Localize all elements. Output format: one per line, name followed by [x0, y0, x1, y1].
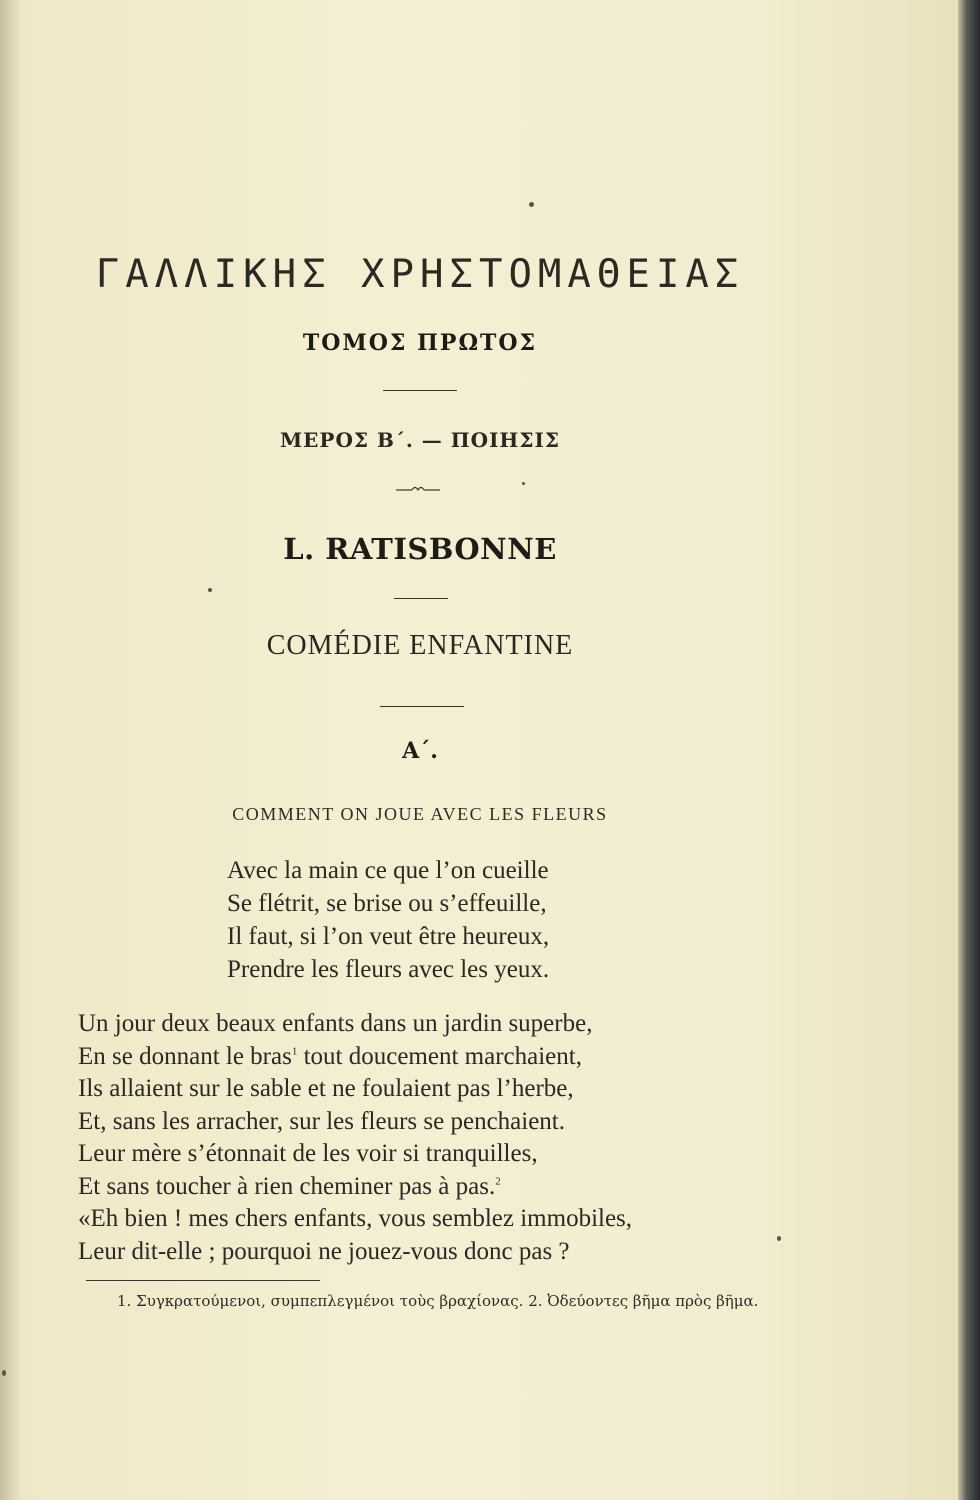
footnote-text: Ὀδεύοντες βῆμα πρὸς βῆμα. — [547, 1292, 759, 1310]
volume-heading: ΤΟΜΟΣ ΠΡΩΤΟΣ — [302, 330, 538, 356]
author-name: L. RATISBONNE — [283, 532, 557, 566]
work-title: COMÉDIE ENFANTINE — [266, 630, 574, 661]
part-heading: ΜΕΡΟΣ Β΄. — ΠΟΙΗΣΙΣ — [280, 428, 560, 452]
divider-rule — [383, 390, 457, 391]
epigraph-line: Prendre les fleurs avec les yeux. — [227, 956, 550, 983]
footnote-rule — [86, 1280, 320, 1281]
footnote-text: Συγκρατούμενοι, συμπεπλεγμένοι τοὺς βραχίονας. — [136, 1292, 524, 1310]
paper-speck — [529, 202, 534, 207]
verse-line: Ils allaient sur le sable et ne foulaient pas l’herbe, — [78, 1075, 574, 1102]
verse-line: Et, sans les arracher, sur les fleurs se penchaient. — [78, 1107, 565, 1135]
epigraph — [227, 854, 549, 986]
verse-line: Un jour deux beaux enfants dans un jardin superbe, — [78, 1010, 593, 1037]
footnote-number: 2. — [528, 1292, 543, 1310]
paper-speck — [522, 482, 525, 485]
book-title: ΓΑΛΛΙΚΗΣ ΧΡΗΣΤΟΜΑΘΕΙΑΣ — [95, 252, 745, 297]
footnote-number: 1. — [117, 1292, 132, 1310]
verse-text: En se donnant le bras — [78, 1042, 292, 1070]
paper-speck — [208, 588, 212, 592]
footnote-mark: 1 — [291, 1045, 298, 1058]
footnotes — [117, 1292, 758, 1310]
divider-rule — [394, 598, 448, 599]
verse-text: tout doucement marchaient, — [297, 1042, 582, 1070]
poem-verses — [78, 1008, 632, 1268]
poem-title: COMMENT ON JOUE AVEC LES FLEURS — [232, 804, 608, 824]
paper-speck — [2, 1370, 6, 1376]
epigraph-line: Se flétrit, se brise ou s’effeuille, — [227, 890, 547, 917]
verse-line — [78, 1041, 632, 1074]
epigraph-line: Il faut, si l’on veut être heureux, — [227, 923, 550, 950]
section-number: Α΄. — [402, 738, 438, 764]
verse-text: Et sans toucher à rien cheminer pas à pas. — [78, 1172, 496, 1200]
epigraph-line: Avec la main ce que l’on cueille — [227, 857, 549, 884]
verse-line: Leur dit-elle ; pourquoi ne jouez-vous donc pas ? — [78, 1237, 570, 1265]
verse-line — [78, 1171, 632, 1204]
paper-speck — [777, 1236, 781, 1241]
divider-rule — [380, 706, 464, 707]
verse-line: Leur mère s’étonnait de les voir si tranquilles, — [78, 1140, 538, 1167]
footnote-mark: 2 — [495, 1175, 501, 1188]
ornament-divider — [396, 484, 440, 494]
verse-line: «Eh bien ! mes chers enfants, vous semblez immobiles, — [78, 1205, 633, 1232]
page-edge — [958, 0, 980, 1500]
